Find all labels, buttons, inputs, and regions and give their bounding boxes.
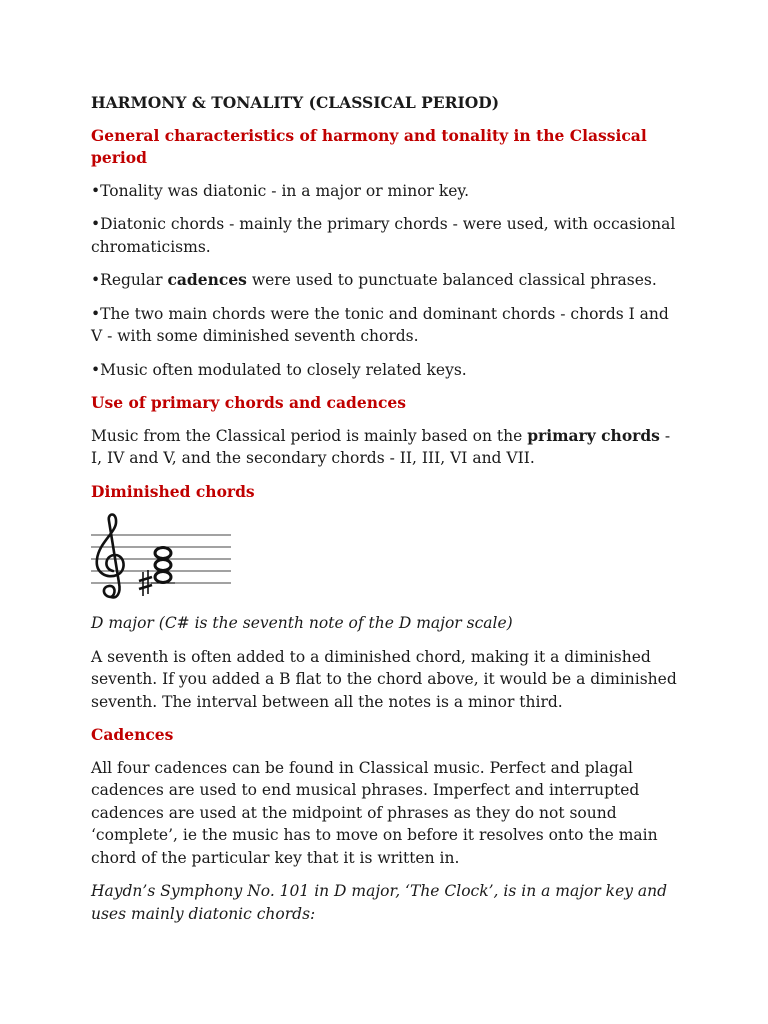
section-heading-general: General characteristics of harmony and tonality in the Classical period bbox=[91, 125, 647, 167]
section-heading-diminished: Diminished chords bbox=[91, 481, 255, 501]
haydn-example: Haydn’s Symphony No. 101 in D major, ‘The Clock’, is in a major key and uses mainly diatonic chords: bbox=[91, 882, 668, 923]
bullet-modulation: •Music often modulated to closely related keys. bbox=[91, 360, 467, 379]
treble-clef-staff-icon bbox=[89, 513, 239, 603]
section-heading-cadences: Cadences bbox=[91, 725, 174, 744]
diminished-seventh-paragraph: A seventh is often added to a diminished chord, making it a diminished seventh. If you added a B flat to the chord above, it would be a diminished seventh. The interval between all the notes is a minor third. bbox=[91, 647, 677, 711]
document-page bbox=[91, 92, 681, 936]
primary-chords-pre: Music from the Classical period is mainly based on the bbox=[91, 426, 528, 445]
treble-clef-icon bbox=[97, 515, 124, 598]
bullet-cadences-pre: •Regular bbox=[91, 271, 168, 289]
chord-notes bbox=[155, 548, 171, 583]
figure-caption: D major (C# is the seventh note of the D major scale) bbox=[91, 614, 513, 632]
page-title: HARMONY & TONALITY (CLASSICAL PERIOD) bbox=[91, 93, 500, 112]
primary-chords-bold: primary chords bbox=[527, 425, 660, 445]
bullet-cadences-bold: cadences bbox=[167, 270, 247, 289]
primary-chords-post: - I, IV and V, and the secondary chords - II, III, VI and VII. bbox=[91, 426, 671, 467]
bullet-main-chords: •The two main chords were the tonic and dominant chords - chords I and V - with some diminished seventh chords. bbox=[91, 304, 669, 345]
primary-chords-paragraph bbox=[91, 425, 681, 470]
cadences-paragraph: All four cadences can be found in Classical music. Perfect and plagal cadences are used to end musical phrases. Imperfect and interrupted cadences are used at the midpoint of phrases as they do not sound ‘complete’, ie the music has to move on before it resolves onto the main chord of the particular key that it is written in. bbox=[91, 758, 658, 867]
bullet-diatonic-chords: •Diatonic chords - mainly the primary chords - were used, with occasional chromaticisms. bbox=[91, 215, 676, 256]
bullet-tonality: •Tonality was diatonic - in a major or minor key. bbox=[91, 181, 470, 200]
bullet-cadences bbox=[91, 269, 681, 292]
bullet-cadences-post: were used to punctuate balanced classical phrases. bbox=[246, 271, 657, 289]
section-heading-primary-chords: Use of primary chords and cadences bbox=[91, 393, 407, 412]
